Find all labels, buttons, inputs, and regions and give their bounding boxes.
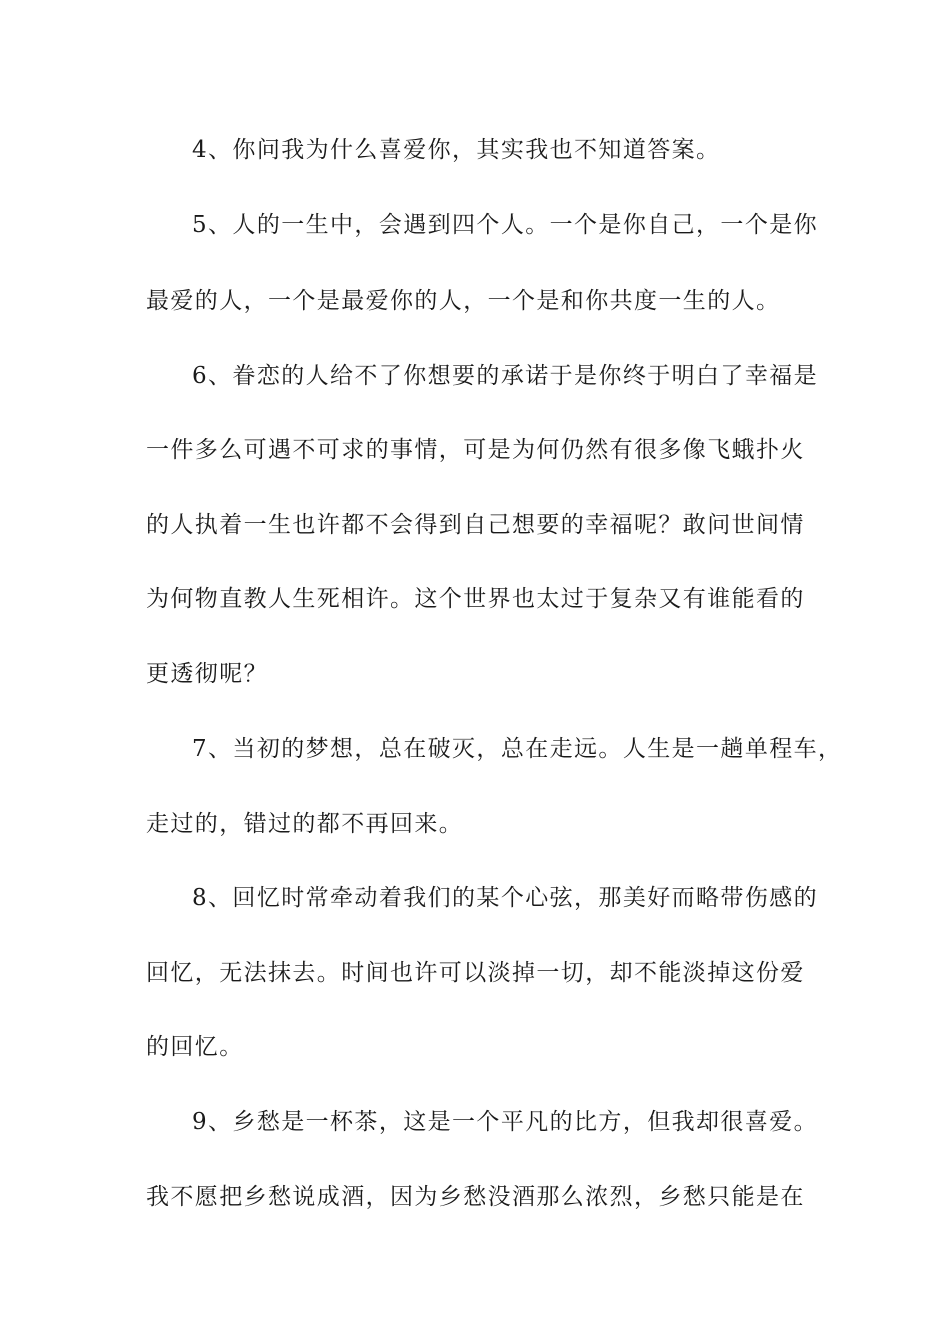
paragraph-7-line-1: 7、当初的梦想，总在破灭，总在走远。人生是一趟单程车， bbox=[192, 736, 843, 762]
paragraph-6-line-4: 为何物直教人生死相许。这个世界也太过于复杂又有谁能看的 bbox=[146, 586, 805, 612]
paragraph-6-line-2: 一件多么可遇不可求的事情，可是为何仍然有很多像飞蛾扑火 bbox=[146, 437, 805, 463]
paragraph-6-line-5: 更透彻呢？ bbox=[146, 661, 268, 687]
paragraph-6-line-3: 的人执着一生也许都不会得到自己想要的幸福呢？敢问世间情 bbox=[146, 512, 805, 538]
paragraph-6-line-1: 6、眷恋的人给不了你想要的承诺于是你终于明白了幸福是 bbox=[192, 363, 819, 389]
paragraph-9-line-2: 我不愿把乡愁说成酒，因为乡愁没酒那么浓烈，乡愁只能是在 bbox=[146, 1184, 805, 1210]
paragraph-8-line-3: 的回忆。 bbox=[146, 1034, 244, 1060]
paragraph-5-line-2: 最爱的人，一个是最爱你的人，一个是和你共度一生的人。 bbox=[146, 288, 781, 314]
paragraph-5-line-1: 5、人的一生中，会遇到四个人。一个是你自己，一个是你 bbox=[192, 212, 819, 238]
paragraph-8-line-1: 8、回忆时常牵动着我们的某个心弦，那美好而略带伤感的 bbox=[192, 885, 819, 911]
paragraph-7-line-2: 走过的，错过的都不再回来。 bbox=[146, 811, 464, 837]
paragraph-4-line-1: 4、你问我为什么喜爱你，其实我也不知道答案。 bbox=[192, 137, 721, 163]
paragraph-8-line-2: 回忆，无法抹去。时间也许可以淡掉一切，却不能淡掉这份爱 bbox=[146, 960, 805, 986]
paragraph-9-line-1: 9、乡愁是一杯茶，这是一个平凡的比方，但我却很喜爱。 bbox=[192, 1109, 819, 1135]
